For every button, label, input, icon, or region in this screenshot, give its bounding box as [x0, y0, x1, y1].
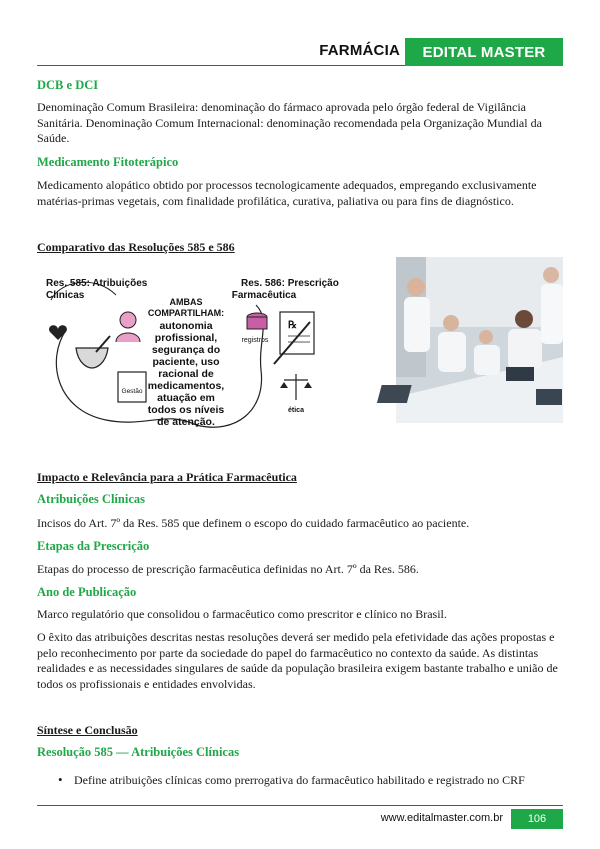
res586-title-2: Farmacêutica: [231, 290, 297, 301]
center-line: de atenção.: [157, 416, 215, 428]
clipboard-icon: [118, 372, 146, 402]
page-header: [37, 38, 563, 66]
heart-icon: [49, 325, 67, 340]
person-head: [543, 267, 559, 283]
center-text: [148, 297, 225, 428]
center-line: atuação em: [157, 392, 215, 404]
prescription-icon: [280, 312, 314, 354]
bullet-item: • Define atribuições clínicas como prerrogativa do farmacêutico habilitado e registrado no CRF: [74, 773, 525, 788]
res585-title-1: Res. 585: Atribuições: [46, 278, 148, 289]
center-line: paciente, uso: [152, 356, 220, 368]
footer-rule: [37, 805, 563, 806]
res586-title-1: Res. 586: Prescrição: [241, 278, 339, 289]
dcb-paragraph: Denominação Comum Brasileira: denominação do fármaco aprovada pelo órgão federal de Vigilância Sanitária. Denominação Comum Internacional: denominação recomendada pela Organização Mundial da Saúde.: [37, 100, 542, 145]
page-number: 106: [511, 809, 563, 829]
center-line: COMPARTILHAM:: [147, 308, 225, 318]
fito-heading: Medicamento Fitoterápico: [37, 155, 179, 169]
header-subject: FARMÁCIA: [319, 42, 400, 59]
res585-title-2: Clínicas: [46, 290, 85, 301]
center-line: profissional,: [154, 332, 218, 344]
comparativo-heading: Comparativo das Resoluções 585 e 586: [37, 240, 235, 254]
fito-paragraph: Medicamento alopático obtido por processos tecnologicamente adequados, empregando exclusivamente matérias-primas vegetais, com finalidade profilática, curativa, paliativa ou para fins de diagnóstico.: [37, 178, 537, 208]
center-line: medicamentos,: [147, 380, 225, 392]
person-head: [479, 330, 493, 344]
etapas-paragraph: Etapas do processo de prescrição farmacêutica definidas no Art. 7º da Res. 586.: [37, 562, 419, 576]
center-line: racional de: [158, 368, 214, 380]
dcb-heading: DCB e DCI: [37, 78, 99, 92]
atrib-paragraph: Incisos do Art. 7º da Res. 585 que definem o escopo do cuidado farmacêutico ao paciente.: [37, 516, 470, 530]
meeting-photo-svg: [396, 257, 563, 423]
laptop: [377, 385, 412, 403]
ano-heading: Ano de Publicação: [37, 585, 137, 599]
res585-heading: Resolução 585 — Atribuições Clínicas: [37, 745, 240, 759]
etica-label: ética: [288, 407, 304, 414]
center-line: todos os níveis: [147, 404, 225, 416]
exito-paragraph: O êxito das atribuições descritas nestas resoluções deverá ser medido pela efetividade das ações propostas e pelo reconhecimento por parte da sociedade do papel do farmacêutico no contexto da saúde. As distintas realidades e as necessidades singulares de saúde da população brasileira exigem bastante trabalho e união de todos os profissionais e entidades envolvidas.: [37, 630, 558, 691]
center-line: AMBAS: [169, 297, 203, 307]
center-line: segurança do: [151, 344, 221, 356]
footer-url[interactable]: www.editalmaster.com.br: [380, 812, 503, 824]
meeting-photo: [396, 257, 563, 423]
svg-text:℞: ℞: [288, 320, 297, 331]
doctor-icon: [120, 312, 136, 328]
laptop: [536, 389, 562, 405]
impacto-heading: Impacto e Relevância para a Prática Farmacêutica: [37, 470, 297, 484]
person-head: [515, 310, 533, 328]
infographic-right-svg: [248, 300, 318, 430]
ano-paragraph: Marco regulatório que consolidou o farmacêutico como prescritor e clínico no Brasil.: [37, 607, 447, 621]
sintese-heading: Síntese e Conclusão: [37, 723, 138, 737]
page-footer: [37, 805, 563, 829]
header-rule: [37, 65, 405, 66]
etapas-heading: Etapas da Prescrição: [37, 539, 150, 553]
laptop: [506, 367, 534, 381]
header-brand: EDITAL MASTER: [405, 38, 563, 66]
atrib-heading: Atribuições Clínicas: [37, 492, 145, 506]
person-head: [407, 278, 425, 296]
center-line: autonomia: [159, 320, 213, 332]
gestao-label: Gestão: [121, 388, 143, 395]
mortar-icon: [76, 348, 108, 368]
person-head: [443, 315, 459, 331]
registros-label: registros: [241, 337, 269, 344]
infographic: [36, 260, 339, 435]
